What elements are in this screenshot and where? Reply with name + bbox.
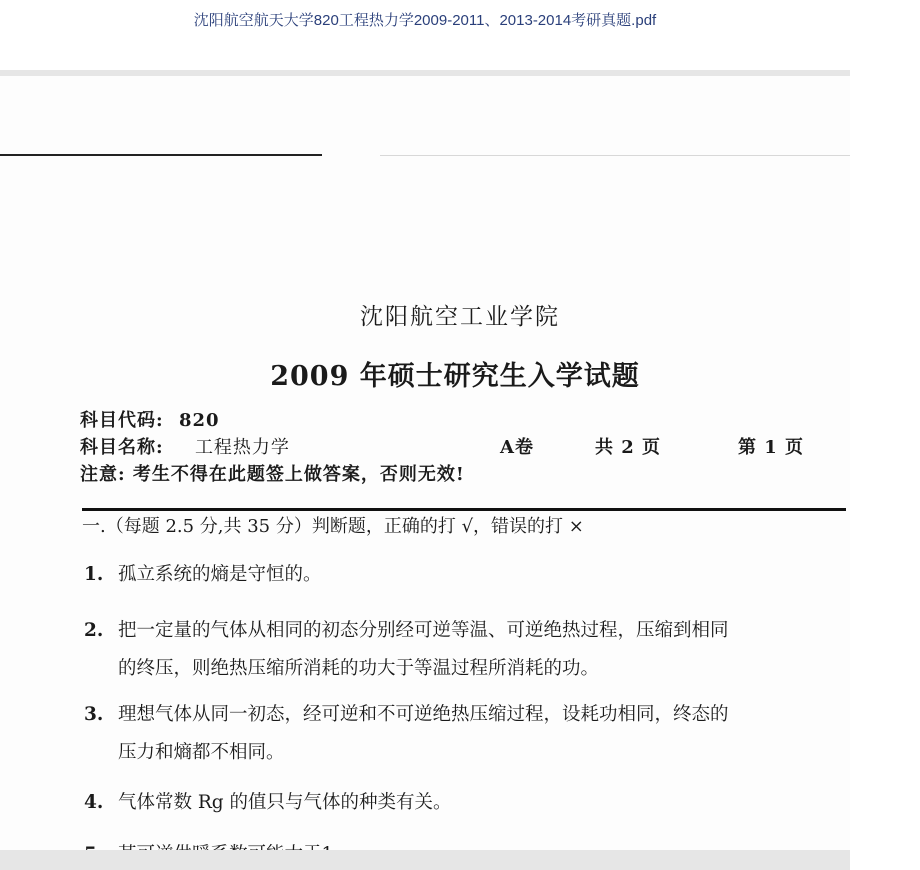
section-heading: 一.（每题 2.5 分,共 35 分）判断题，正确的打 √，错误的打 × [82, 516, 584, 537]
subject-name-label: 科目名称: [80, 437, 164, 458]
file-title: 沈阳航空航天大学820工程热力学2009-2011、2013-2014考研真题.pdf [193, 12, 657, 29]
question-1 [84, 560, 322, 586]
question-text: 孤立系统的熵是守恒的。 [118, 564, 322, 585]
question-text: 把一定量的气体从相同的初态分别经可逆等温、可逆绝热过程，压缩到相同 [118, 620, 729, 641]
total-pages: 共 2 页 [595, 437, 662, 458]
bottom-bar [0, 850, 850, 870]
subject-code: 820 [178, 410, 220, 431]
subject-name: 工程热力学 [194, 437, 290, 458]
question-5-cut [84, 840, 333, 850]
question-text: 气体常数 Rg 的值只与气体的种类有关。 [118, 792, 452, 813]
question-text: 理想气体从同一初态，经可逆和不可逆绝热压缩过程，设耗功相同，终态的 [118, 704, 729, 725]
scan-edge-line-faint [380, 155, 850, 156]
question-2-continued: 的终压，则绝热压缩所消耗的功大于等温过程所消耗的功。 [118, 658, 600, 679]
question-number: 4. [84, 792, 104, 813]
page-number: 第 1 页 [738, 437, 805, 458]
scan-edge-line [0, 154, 322, 156]
question-number: 1. [84, 564, 104, 585]
school-name: 沈阳航空工业学院 [360, 304, 560, 330]
notice: 注意: 考生不得在此题签上做答案，否则无效! [80, 464, 465, 485]
subject-code-label: 科目代码: [80, 410, 164, 431]
question-2 [84, 616, 729, 642]
subject-name-row [80, 433, 840, 459]
subject-code-row [80, 406, 220, 432]
header-rule [82, 508, 846, 511]
question-number: 3. [84, 704, 104, 725]
question-3-continued: 压力和熵都不相同。 [118, 742, 285, 763]
question-4 [84, 788, 452, 814]
document-page[interactable] [0, 76, 850, 850]
question-3 [84, 700, 729, 726]
exam-title: 2009 年硕士研究生入学试题 [270, 361, 640, 392]
paper-type: A卷 [500, 437, 534, 458]
question-number: 2. [84, 620, 104, 641]
